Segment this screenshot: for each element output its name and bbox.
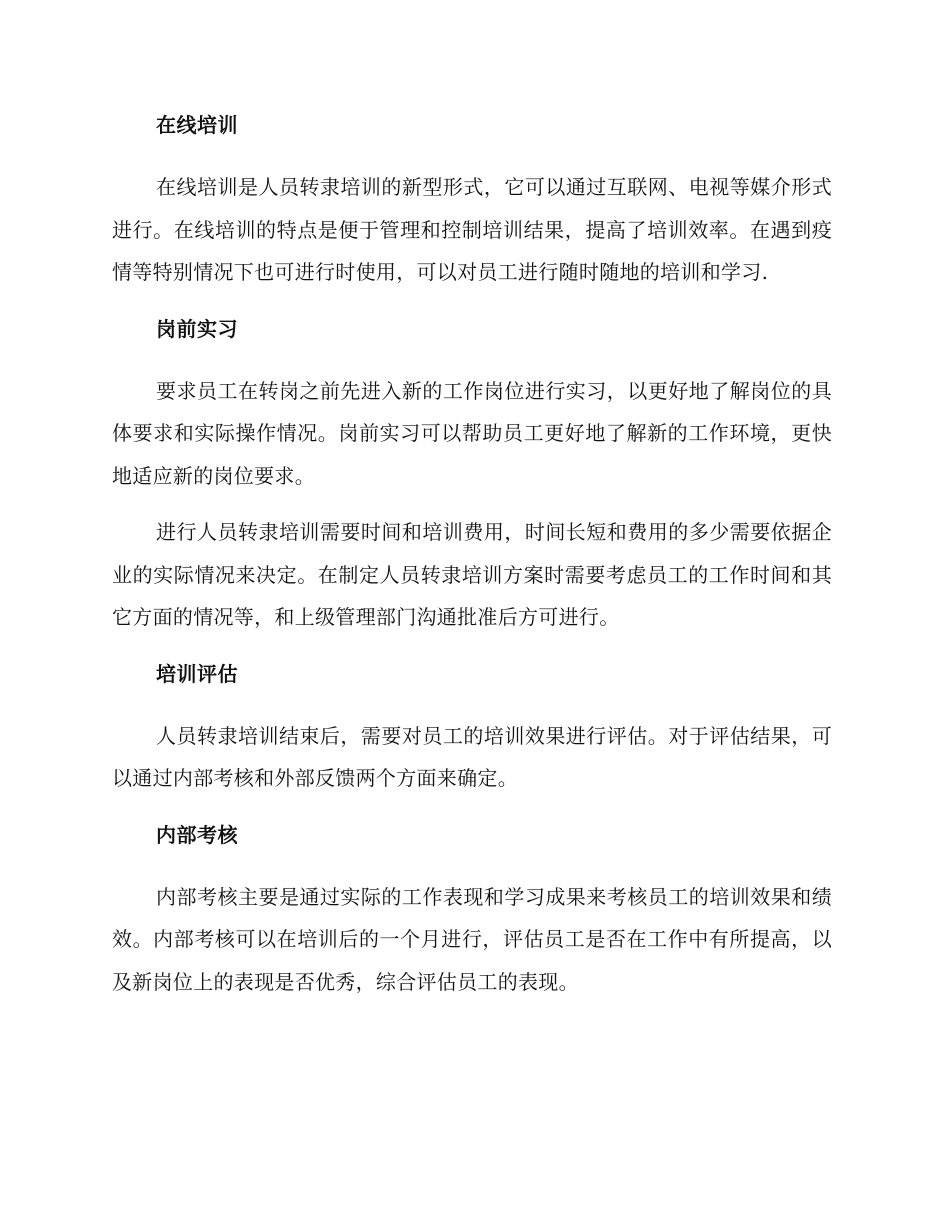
paragraph: 人员转隶培训结束后，需要对员工的培训效果进行评估。对于评估结果，可以通过内部考核和外部反馈两个方面来确定。 [112, 723, 832, 790]
section-heading: 在线培训 [156, 113, 238, 137]
paragraph: 进行人员转隶培训需要时间和培训费用，时间长短和费用的多少需要依据企业的实际情况来决定。在制定人员转隶培训方案时需要考虑员工的工作时间和其它方面的情况等，和上级管理部门沟通批准后方可进行。 [112, 520, 832, 629]
paragraph: 在线培训是人员转隶培训的新型形式，它可以通过互联网、电视等媒介形式进行。在线培训的特点是便于管理和控制培训结果，提高了培训效率。在遇到疫情等特别情况下也可进行时使用，可以对员工进行随时随地的培训和学习. [112, 175, 832, 284]
document-body [112, 104, 832, 1017]
section-training-evaluation [112, 653, 832, 800]
section-heading: 内部考核 [156, 822, 238, 847]
paragraph: 要求员工在转岗之前先进入新的工作岗位进行实习，以更好地了解岗位的具体要求和实际操作情况。岗前实习可以帮助员工更好地了解新的工作环境，更快地适应新的岗位要求。 [112, 378, 832, 488]
section-online-training [112, 104, 832, 294]
section-internal-assessment [112, 814, 832, 1004]
paragraph: 内部考核主要是通过实际的工作表现和学习成果来考核员工的培训效果和绩效。内部考核可以在培训后的一个月进行，评估员工是否在工作中有所提高，以及新岗位上的表现是否优秀，综合评估员工的表现。 [112, 884, 832, 994]
section-pre-job-internship [112, 308, 832, 639]
section-heading: 岗前实习 [156, 316, 238, 341]
section-heading: 培训评估 [156, 661, 238, 686]
